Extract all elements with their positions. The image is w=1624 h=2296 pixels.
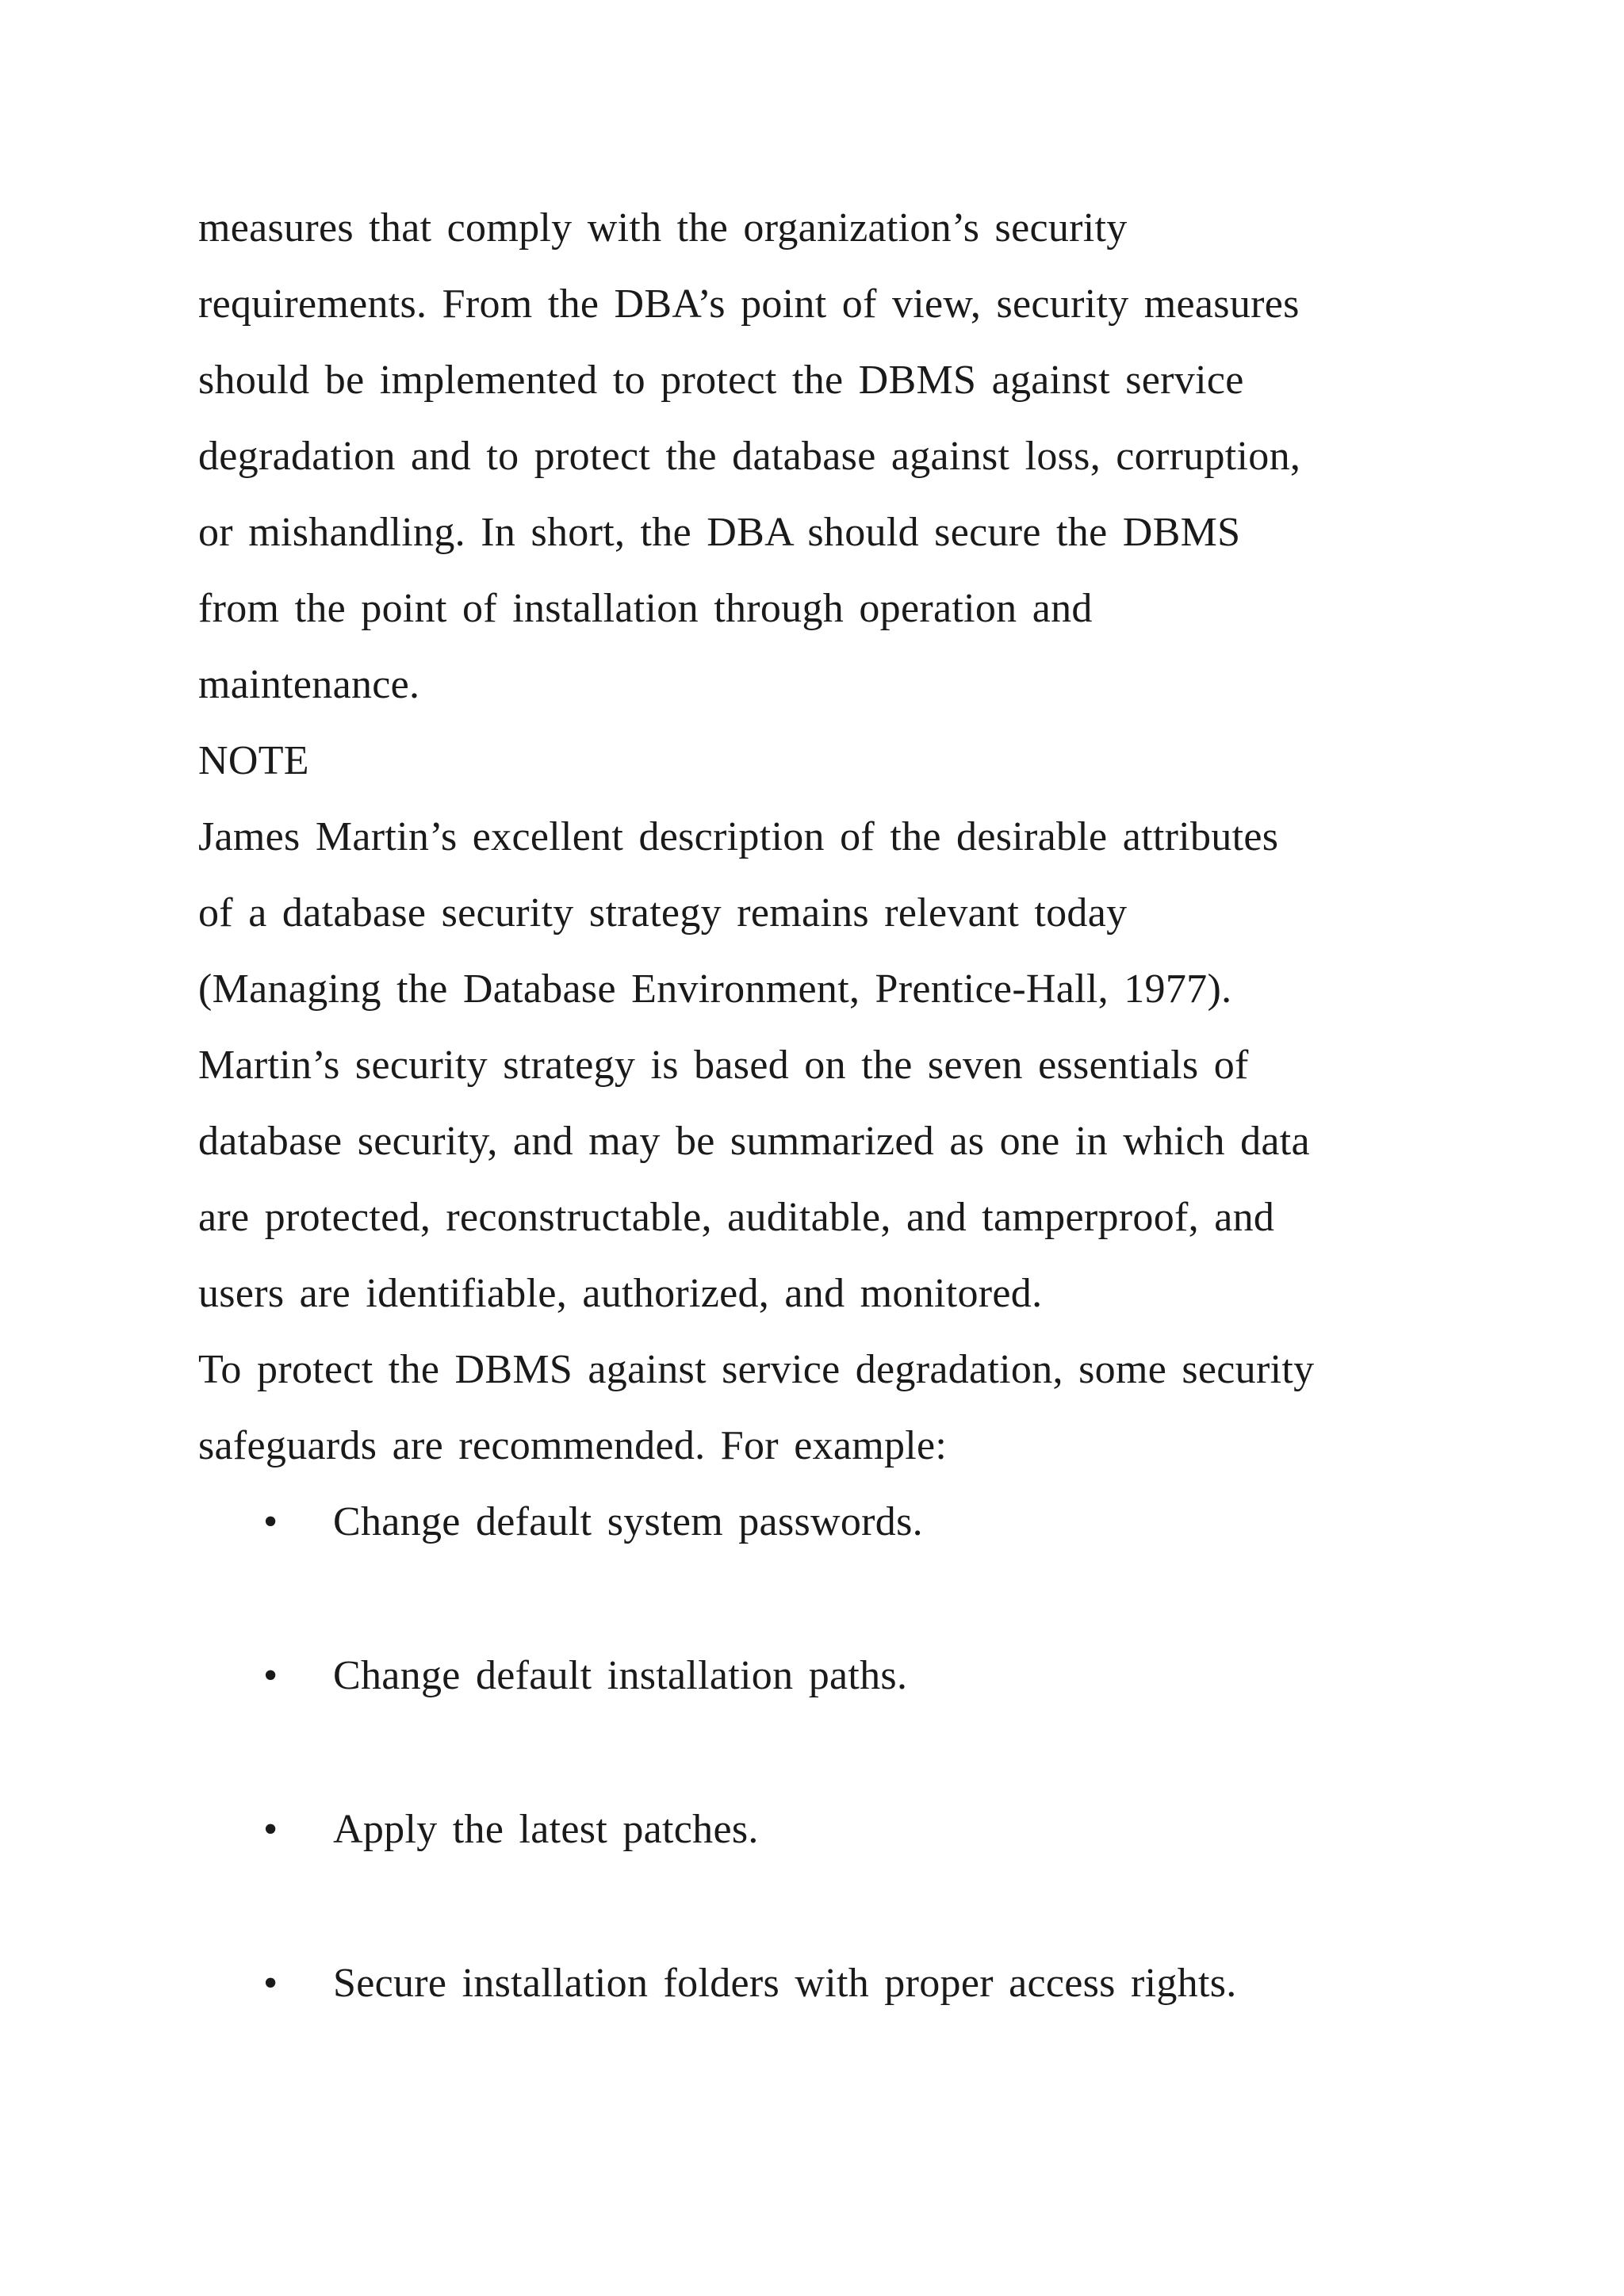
note-heading: NOTE bbox=[198, 738, 309, 783]
list-item-text: Change default installation paths. bbox=[333, 1653, 908, 1698]
safeguards-paragraph bbox=[198, 1332, 1467, 1484]
text-line: maintenance. bbox=[198, 662, 420, 707]
list-item bbox=[198, 1946, 1467, 2022]
text-line: or mishandling. In short, the DBA should secure the DBMS bbox=[198, 510, 1241, 555]
note-paragraph bbox=[198, 799, 1467, 1332]
document-page bbox=[198, 190, 1467, 2022]
text-line: safeguards are recommended. For example: bbox=[198, 1423, 948, 1468]
text-line: should be implemented to protect the DBMS against service bbox=[198, 358, 1244, 403]
text-line: James Martin’s excellent description of the desirable attributes bbox=[198, 814, 1279, 859]
text-line: degradation and to protect the database against loss, corruption, bbox=[198, 434, 1301, 479]
list-item-text: Secure installation folders with proper access rights. bbox=[333, 1961, 1237, 2006]
text-line: requirements. From the DBA’s point of view, security measures bbox=[198, 281, 1300, 327]
list-item bbox=[198, 1638, 1467, 1714]
text-line: database security, and may be summarized as one in which data bbox=[198, 1119, 1310, 1164]
list-item bbox=[198, 1484, 1467, 1560]
list-item-text: Change default system passwords. bbox=[333, 1499, 923, 1544]
text-line: Martin’s security strategy is based on the seven essentials of bbox=[198, 1043, 1249, 1088]
bullet-icon: • bbox=[263, 1807, 278, 1852]
intro-paragraph bbox=[198, 190, 1467, 723]
bullet-icon: • bbox=[263, 1961, 278, 2006]
bullet-icon: • bbox=[263, 1653, 278, 1698]
text-line: from the point of installation through operation and bbox=[198, 586, 1093, 631]
text-line: of a database security strategy remains relevant today bbox=[198, 890, 1128, 936]
list-item-text: Apply the latest patches. bbox=[333, 1807, 759, 1852]
text-line: To protect the DBMS against service degradation, some security bbox=[198, 1347, 1315, 1392]
text-line: (Managing the Database Environment, Prentice-Hall, 1977). bbox=[198, 966, 1232, 1012]
bullet-icon: • bbox=[263, 1499, 278, 1544]
text-line: measures that comply with the organization’s security bbox=[198, 205, 1128, 251]
safeguards-list bbox=[198, 1484, 1467, 2022]
text-line: are protected, reconstructable, auditable, and tamperproof, and bbox=[198, 1195, 1275, 1240]
text-line: users are identifiable, authorized, and monitored. bbox=[198, 1271, 1043, 1316]
list-item bbox=[198, 1792, 1467, 1868]
